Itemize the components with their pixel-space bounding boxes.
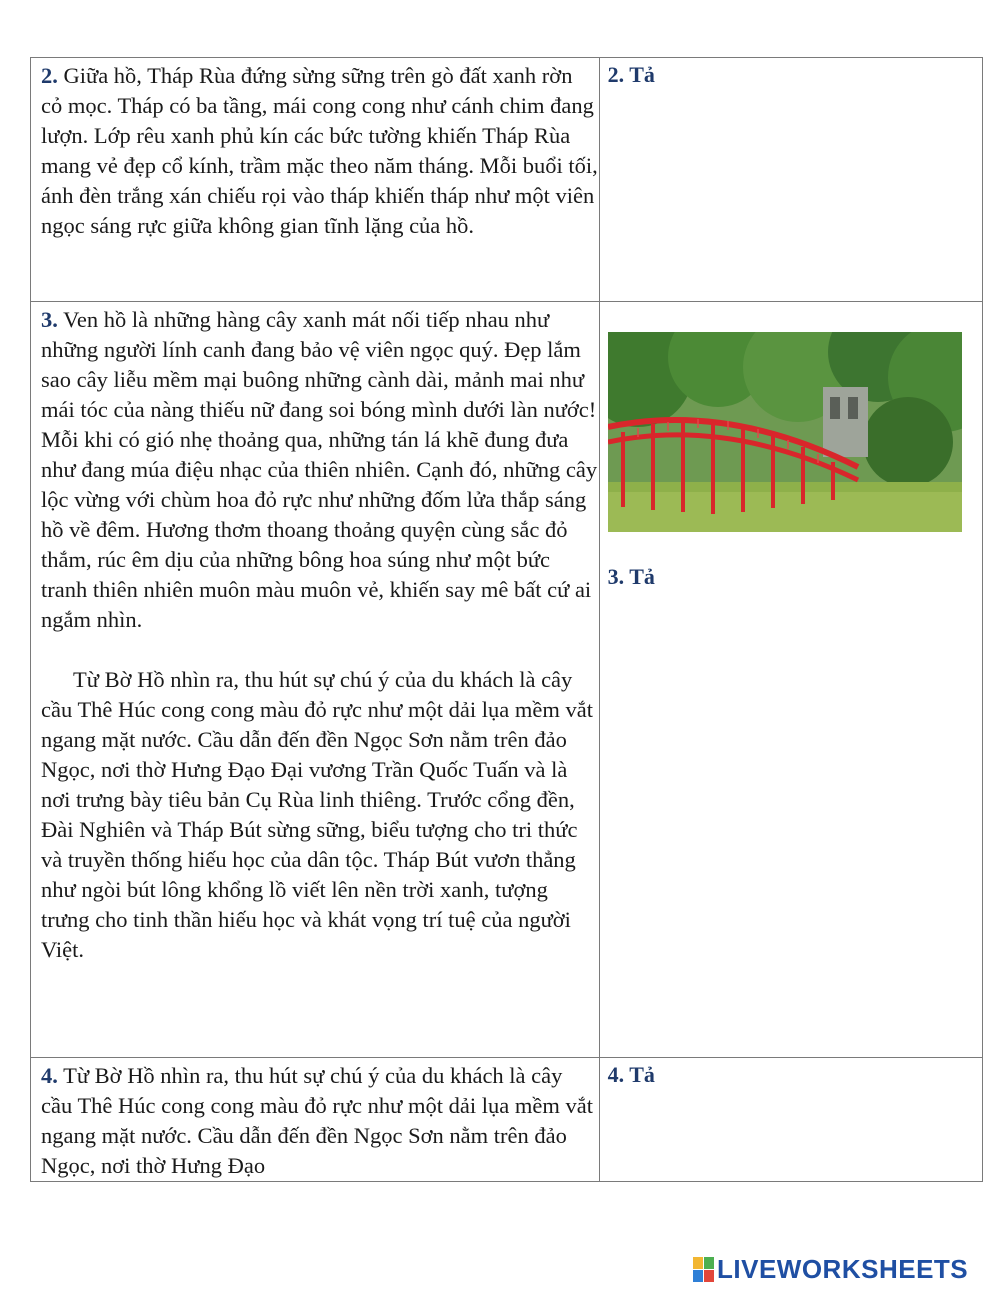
passage-cell <box>31 302 600 1058</box>
table-row <box>31 58 983 302</box>
logo-blocks-icon <box>693 1257 715 1283</box>
table-row <box>31 302 983 1058</box>
passage-paragraph-2: Từ Bờ Hồ nhìn ra, thu hút sự chú ý của du khách là cây cầu Thê Húc cong cong màu đỏ rực như một dải lụa mềm vắt ngang mặt nước. Cầu dẫn đến đền Ngọc Sơn nằm trên đảo Ngọc, nơi thờ Hưng Đạo Đại vương Trần Quốc Tuấn và là nơi trưng bày tiêu bản Cụ Rùa linh thiêng. Trước cổng đền, Đài Nghiên và Tháp Bút sừng sững, biểu tượng cho tri thức và truyền thống hiếu học của dân tộc. Tháp Bút vươn thẳng như ngòi bút lông khổng lồ viết lên nền trời xanh, tượng trưng cho tinh thần hiếu học và khát vọng trí tuệ của người Việt. <box>41 667 593 962</box>
table-row <box>31 1058 983 1182</box>
answer-label: 3. Tả <box>607 564 655 589</box>
liveworksheets-logo <box>693 1254 968 1285</box>
passage-paragraph <box>41 305 599 635</box>
brand-name: LIVEWORKSHEETS <box>717 1254 969 1284</box>
item-number: 2. <box>41 63 58 88</box>
answer-label: 4. Tả <box>607 1062 655 1087</box>
answer-cell[interactable] <box>599 58 982 302</box>
passage-text: Ven hồ là những hàng cây xanh mát nối tiếp nhau như những người lính canh đang bảo vệ viên ngọc quý. Đẹp lắm sao cây liễu mềm mại buông những cành dài, mảnh mai như mái tóc của nàng thiếu nữ đang soi bóng mình dưới làn nước! Mỗi khi có gió nhẹ thoảng qua, những tán lá khẽ đung đưa như đang múa điệu nhạc của thiên nhiên. Cạnh đó, những cây lộc vừng với chùm hoa đỏ rực như những đốm lửa thắp sáng hồ về đêm. Hương thơm thoang thoảng quyện cùng sắc đỏ thắm, rúc êm dịu của những bông hoa súng như một bức tranh thiên nhiên muôn màu muôn vẻ, khiến say mê bất cứ ai ngắm nhìn. <box>41 307 598 632</box>
passage-cell <box>31 58 600 302</box>
answer-cell[interactable] <box>599 302 982 1058</box>
answer-label: 2. Tả <box>607 62 655 87</box>
passage-paragraph <box>41 1061 599 1181</box>
item-number: 3. <box>41 307 58 332</box>
passage-text: Từ Bờ Hồ nhìn ra, thu hút sự chú ý của du khách là cây cầu Thê Húc cong cong màu đỏ rực như một dải lụa mềm vắt ngang mặt nước. Cầu dẫn đến đền Ngọc Sơn nằm trên đảo Ngọc, nơi thờ Hưng Đạo <box>41 1063 593 1178</box>
bridge-photo <box>608 332 962 532</box>
passage-cell <box>31 1058 600 1182</box>
worksheet-table <box>30 57 983 1182</box>
passage-paragraph <box>41 61 599 241</box>
answer-cell[interactable] <box>599 1058 982 1182</box>
passage-text: Giữa hồ, Tháp Rùa đứng sừng sững trên gò đất xanh rờn cỏ mọc. Tháp có ba tầng, mái cong cong như cánh chim đang lượn. Lớp rêu xanh phủ kín các bức tường khiến Tháp Rùa mang vẻ đẹp cổ kính, trầm mặc theo năm tháng. Mỗi buổi tối, ánh đèn trắng xán chiếu rọi vào tháp khiến tháp như một viên ngọc sáng rực giữa không gian tĩnh lặng của hồ. <box>41 63 598 238</box>
item-number: 4. <box>41 1063 58 1088</box>
